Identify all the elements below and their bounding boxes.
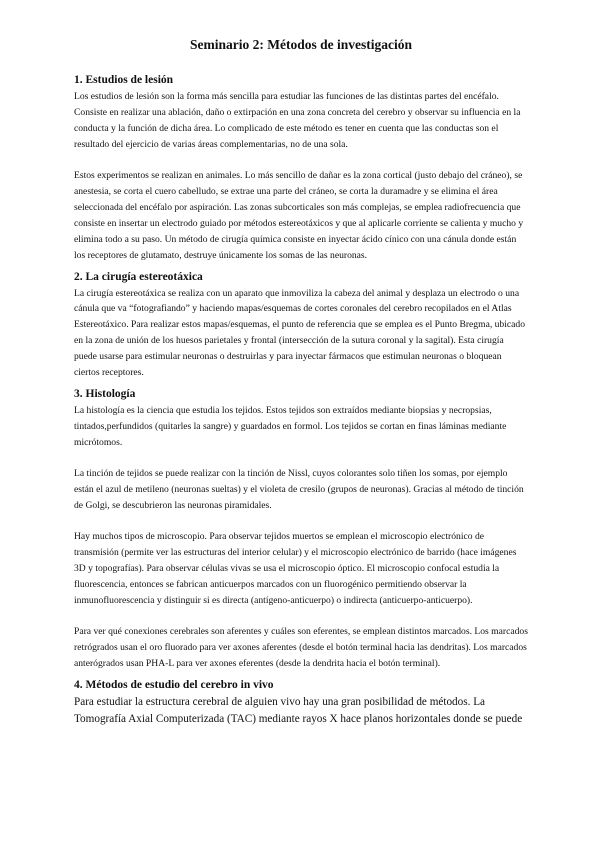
section-heading-lesion: 1. Estudios de lesión xyxy=(74,74,174,86)
section-heading-histology: 3. Histología xyxy=(74,388,136,400)
paragraph: La cirugía estereotáxica se realiza con un aparato que inmoviliza la cabeza del animal y desplaza un electrodo o una cánula que va “fotografiando” y haciendo mapas/esquemas de cortes coronales del cerebro recopilados en el Atlas Estereotáxico. Para realizar estos mapas/esquemas, el punto de referencia que se emplea es el Punto Bregma, ubicado en la zona de unión de los huesos parietales y frontal (intersección de la sutura coronal y la sagital). Esta cirugía puede usarse para estimular neuronas o destruirlas y para inyectar fármacos que estimulan neuronas o bloquean ciertos receptores. xyxy=(74,287,525,379)
section-heading-stereotaxic: 2. La cirugía estereotáxica xyxy=(74,270,203,283)
paragraph: La histología es la ciencia que estudia los tejidos. Estos tejidos son extraídos mediante biopsias y necropsias, tintados,perfundidos (quitarles la sangre) y guardados en formol. Los tejidos se cortan en finas láminas mediante micrótomos. xyxy=(74,405,507,448)
paragraph: Estos experimentos se realizan en animales. Lo más sencillo de dañar es la zona cortical (justo debajo del cráneo), se anestesia, se corta el cuero cabelludo, se extrae una parte del cráneo, se corta la duramadre y se elimina el área seleccionada del encéfalo por aspiración. Las zonas subcorticales son más complejas, se emplea radiofrecuencia que consiste en insertar un electrodo guiado por métodos estereotáxicos y que al aplicarle corriente se calienta y mucho y elimina todo a su paso. Un método de cirugía química consiste en inyectar ácido cínico con una cánula donde están los receptores de glutamato, destruye únicamente los somas de las neuronas. xyxy=(74,170,524,261)
paragraph: Para ver qué conexiones cerebrales son aferentes y cuáles son eferentes, se emplean distintos marcados. Los marcados retrógrados usan el oro fluorado para ver axones aferentes (desde el botón terminal hacia las dendritas). Los marcados anterógrados usan PHA-L para ver axones eferentes (desde la dendrita hacia el botón terminal). xyxy=(74,626,528,670)
section-heading-in-vivo: 4. Métodos de estudio del cerebro in vivo xyxy=(74,679,274,692)
document-title: Seminario 2: Métodos de investigación xyxy=(190,37,412,52)
document-page xyxy=(74,36,528,728)
paragraph: Para estudiar la estructura cerebral de alguien vivo hay una gran posibilidad de métodos. La Tomografía Axial Computerizada (TAC) mediante rayos X hace planos horizontales donde se puede xyxy=(74,696,523,726)
paragraph: Los estudios de lesión son la forma más sencilla para estudiar las funciones de las distintas partes del encéfalo. Consiste en realizar una ablación, daño o extirpación en una zona concreta del cerebro y observar su influencia en la conducta y la función de dicha área. Lo complicado de este método es tener en cuenta que las conductas son el resultado del ejercicio de varias áreas complementarias, no de una sola. xyxy=(74,91,521,150)
paragraph: Hay muchos tipos de microscopio. Para observar tejidos muertos se emplean el microscopio electrónico de transmisión (permite ver las estructuras del interior celular) y el microscopio electrónico de barrido (hace imágenes 3D y topografías). Para observar células vivas se usa el microscopio óptico. El microscopio confocal estudia la fluorescencia, entonces se fabrican anticuerpos marcados con un fluorogénico permitiendo observar la inmunofluorescencia y distinguir si es directa (antígeno-anticuerpo) o indirecta (anticuerpo-anticuerpo). xyxy=(74,531,517,607)
paragraph: La tinción de tejidos se puede realizar con la tinción de Nissl, cuyos colorantes solo tiñen los somas, por ejemplo están el azul de metileno (neuronas sueltas) y el violeta de cresilo (grupos de neuronas). Gracias al método de tinción de Golgi, se descubrieron las neuronas piramidales. xyxy=(74,468,524,512)
